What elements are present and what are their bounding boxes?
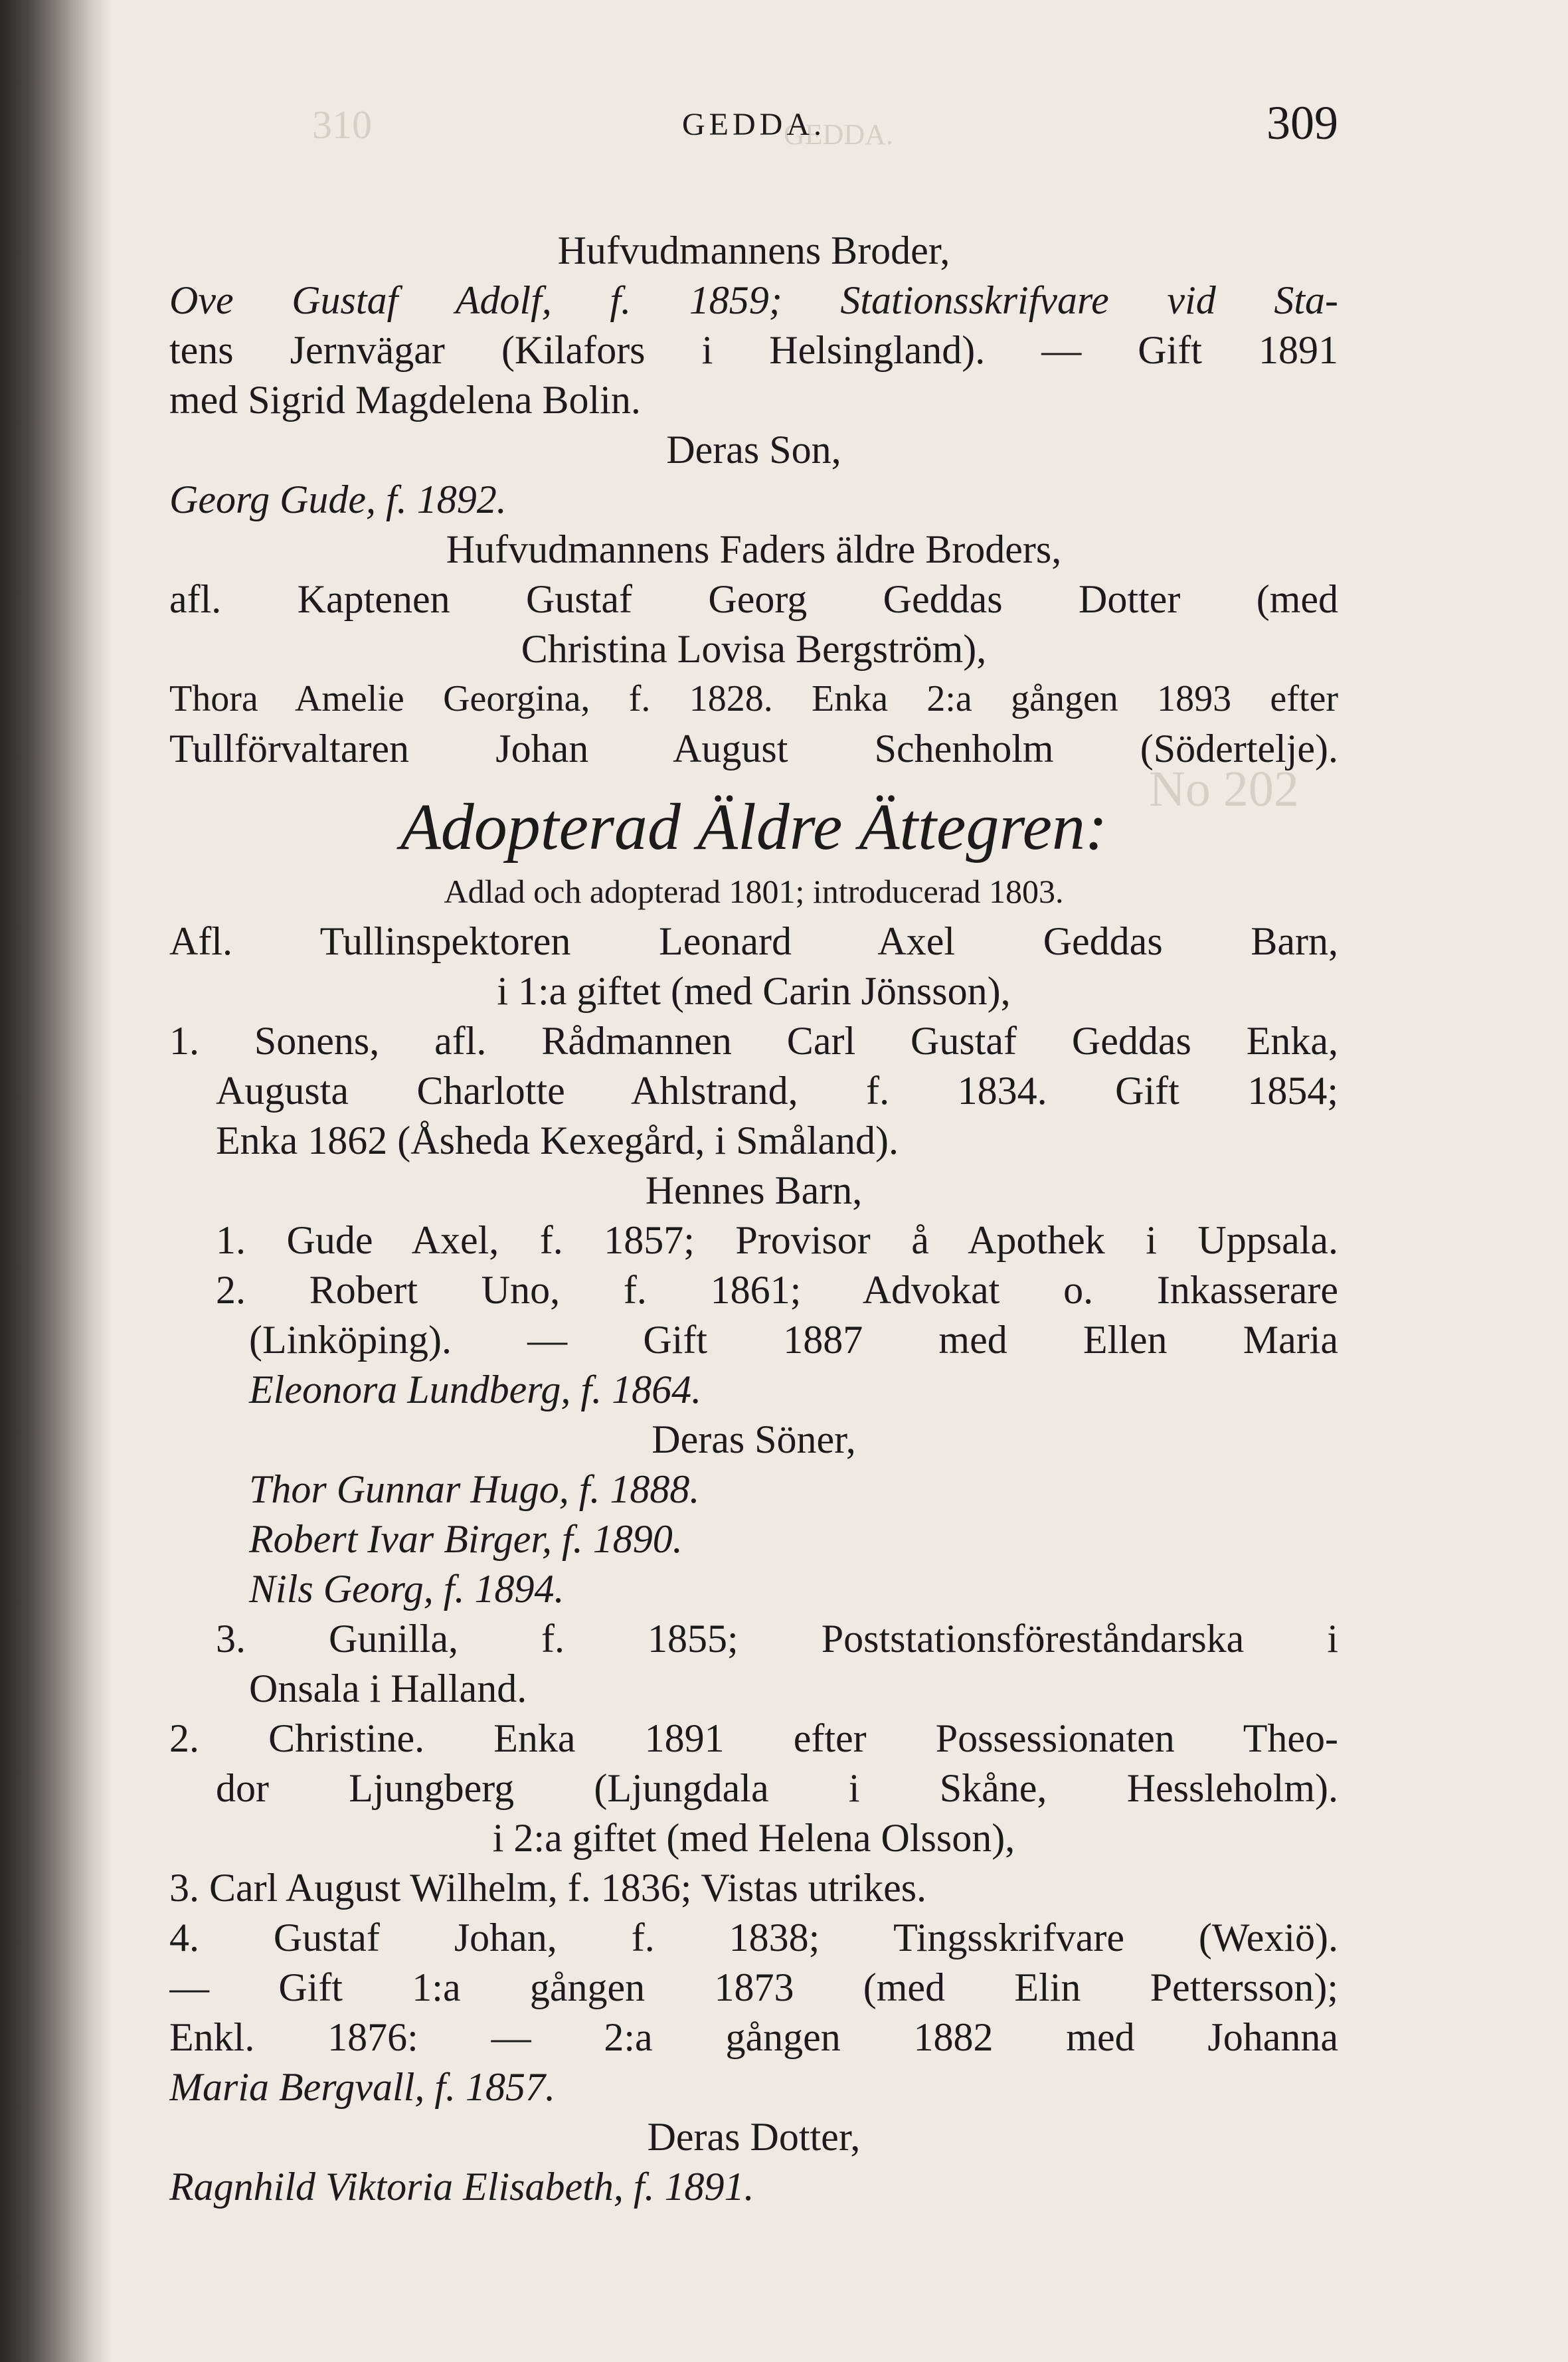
text-line: Tullförvaltaren Johan August Schenholm (Södertelje). [169,727,1338,771]
text-line: Thor Gunnar Hugo, f. 1888. [249,1467,700,1511]
text-line: Robert Ivar Birger, f. 1890. [249,1517,683,1561]
text-line: Onsala i Halland. [249,1667,527,1710]
text-line: Ove Gustaf Adolf, f. 1859; Stationsskrifvare vid Sta- [169,278,1338,322]
text-line: 3. Gunilla, f. 1855; Poststationsföreståndarska i [216,1617,1338,1661]
document-body [169,226,1338,2212]
text-line: Christina Lovisa Bergström), [521,627,987,671]
text-line: Hufvudmannens Broder, [557,228,950,272]
text-line: i 1:a giftet (med Carin Jönsson), [497,969,1011,1013]
text-line: 2. Christine. Enka 1891 efter Possessionaten Theo- [169,1716,1338,1760]
text-line: Deras Son, [666,428,841,472]
page-number: 309 [1266,96,1338,149]
running-header [169,86,1338,159]
text-line: (Linköping). — Gift 1887 med Ellen Maria [249,1318,1338,1362]
text-line: Hennes Barn, [645,1168,863,1212]
text-line: 1. Gude Axel, f. 1857; Provisor å Apothek i Uppsala. [216,1218,1338,1262]
text-line: 4. Gustaf Johan, f. 1838; Tingsskrifvare (Wexiö). [169,1916,1338,1959]
text-line: Hufvudmannens Faders äldre Broders, [446,527,1062,571]
text-line: i 2:a giftet (med Helena Olsson), [492,1816,1015,1860]
text-line: Georg Gude, f. 1892. [169,478,507,521]
text-line: Afl. Tullinspektoren Leonard Axel Geddas Barn, [169,919,1338,963]
text-line: dor Ljungberg (Ljungdala i Skåne, Hessleholm). [216,1766,1338,1810]
text-line: Enkl. 1876: — 2:a gången 1882 med Johanna [169,2015,1338,2059]
text-line: Ragnhild Viktoria Elisabeth, f. 1891. [169,2165,754,2209]
text-line: afl. Kaptenen Gustaf Georg Geddas Dotter (med [169,577,1338,621]
text-line: 2. Robert Uno, f. 1861; Advokat o. Inkasserare [216,1268,1338,1312]
text-line: Enka 1862 (Åsheda Kexegård, i Småland). [216,1119,899,1162]
text-line: tens Jernvägar (Kilafors i Helsingland). — Gift 1891 [169,328,1338,372]
book-gutter-shadow [0,0,113,2362]
bleed-through-number: No 202 [1149,761,1299,817]
text-line: Maria Bergvall, f. 1857. [169,2065,556,2109]
text-line: Nils Georg, f. 1894. [249,1567,565,1611]
text-line: Adlad och adopterad 1801; introducerad 1803. [444,873,1064,910]
document-page [169,86,1338,2212]
running-title: GEDDA. [682,107,826,142]
text-line: Deras Söner, [652,1417,856,1461]
text-line: — Gift 1:a gången 1873 (med Elin Pettersson); [169,1965,1338,2009]
text-line: 3. Carl August Wilhelm, f. 1836; Vistas utrikes. [169,1866,927,1910]
bleed-through-title: GEDDA. [784,118,893,151]
text-line: med Sigrid Magdelena Bolin. [169,378,641,422]
section-heading: Adopterad Äldre Ättegren: [400,790,1108,863]
text-line: 1. Sonens, afl. Rådmannen Carl Gustaf Geddas Enka, [169,1019,1338,1063]
bleed-through-page-number: 310 [312,103,372,147]
text-line: Augusta Charlotte Ahlstrand, f. 1834. Gift 1854; [216,1069,1338,1113]
text-line: Thora Amelie Georgina, f. 1828. Enka 2:a gången 1893 efter [169,678,1338,719]
text-line: Eleonora Lundberg, f. 1864. [249,1368,702,1411]
text-line: Deras Dotter, [647,2115,861,2159]
